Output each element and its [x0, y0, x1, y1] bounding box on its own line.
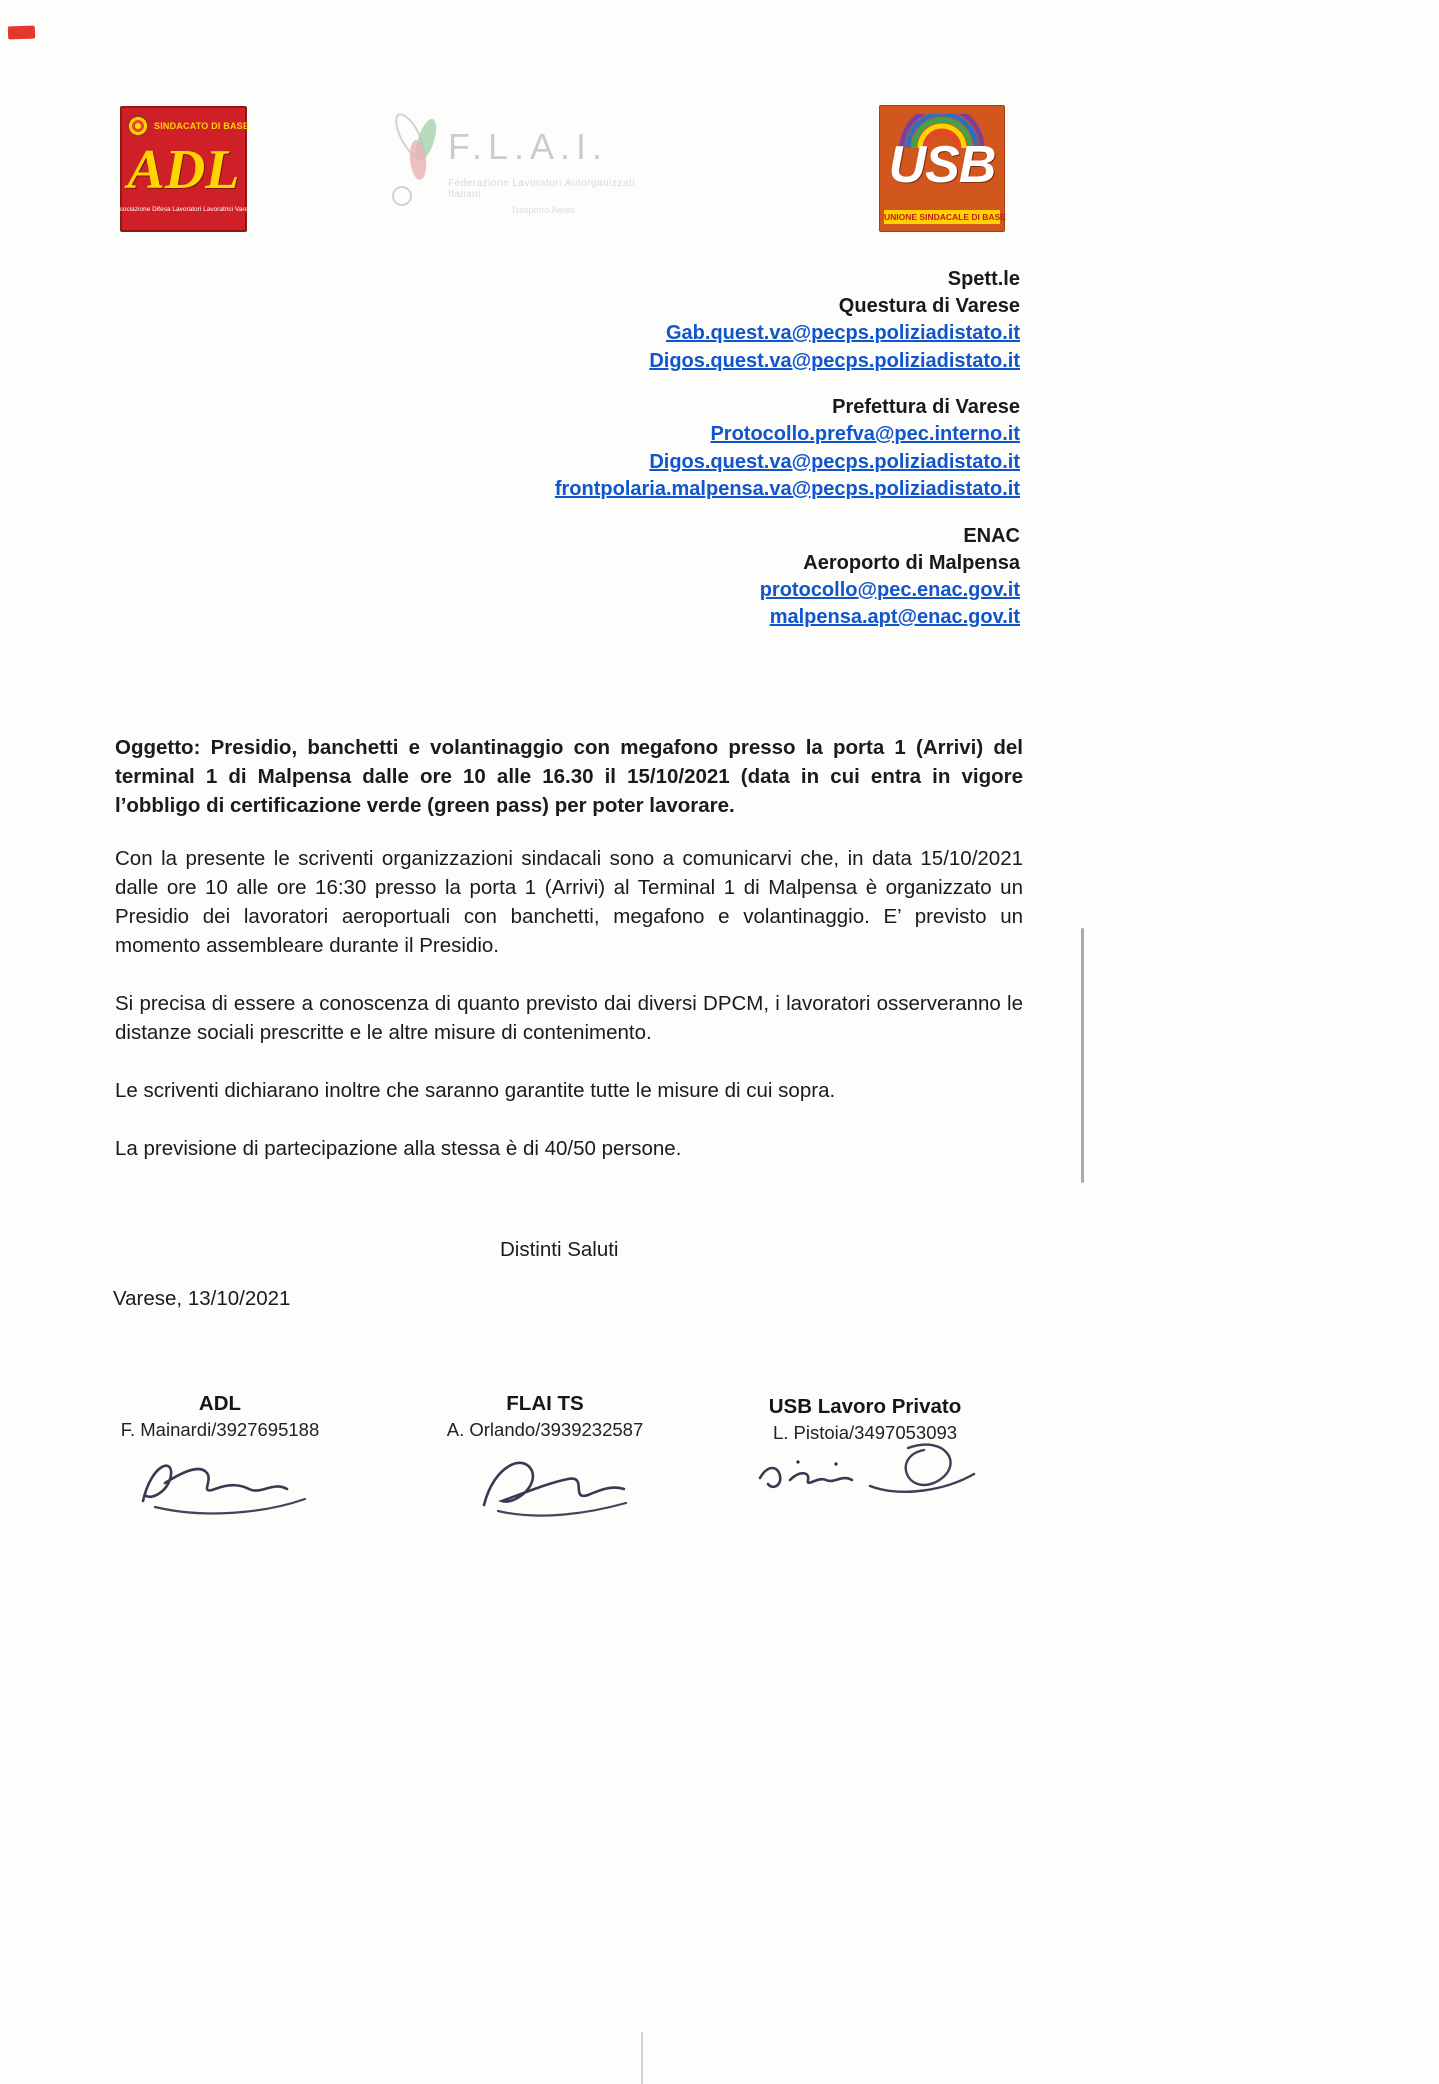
usb-logo-text: USB: [888, 136, 996, 194]
adl-swirl-icon: [126, 114, 150, 138]
usb-logo: [879, 105, 1005, 232]
scan-artifact-vertical-line: [1081, 928, 1084, 1183]
signature-org: USB Lavoro Privato: [768, 1395, 962, 1418]
paragraph: Si precisa di essere a conoscenza di quanto previsto dai diversi DPCM, i lavoratori osserveranno le distanze sociali prescritte e le altre misure di contenimento.: [115, 992, 1023, 1044]
scan-artifact-red-mark: [8, 26, 35, 40]
email-link[interactable]: Gab.quest.va@pecps.poliziadistato.it: [665, 322, 1020, 344]
recipient-salutation: Spett.le: [947, 268, 1020, 290]
signature-person: L. Pistoia/3497053093: [772, 1422, 958, 1443]
place-date: Varese, 13/10/2021: [113, 1287, 291, 1310]
signature-org: FLAI TS: [506, 1392, 584, 1415]
flai-text-block: [448, 108, 638, 215]
adl-logo-header: [126, 114, 250, 138]
signature-block-adl: [105, 1392, 335, 1528]
usb-band-text: UNIONE SINDACALE DI BASE: [884, 212, 1006, 222]
recipient-title: Questura di Varese: [838, 295, 1020, 317]
flai-subtitle-1: Federazione Lavoratori Autorganizzati Italiani: [448, 178, 635, 200]
signature-block-usb: [735, 1395, 995, 1513]
recipient-group-questura: [380, 266, 1020, 375]
adl-logo-text: ADL: [127, 139, 240, 201]
recipient-block: [380, 266, 1020, 651]
recipient-title: Prefettura di Varese: [832, 396, 1020, 418]
email-link[interactable]: Digos.quest.va@pecps.poliziadistato.it: [649, 349, 1020, 372]
email-link[interactable]: malpensa.apt@enac.gov.it: [769, 606, 1020, 628]
signature-person: A. Orlando/3939232587: [446, 1419, 644, 1440]
adl-caption-text: Associazione Difesa Lavoratori Lavoratrici Varese: [112, 206, 255, 213]
handwritten-signature-adl: [115, 1443, 325, 1528]
scan-artifact-bottom-line: [641, 2032, 643, 2084]
paragraph: Con la presente le scriventi organizzazioni sindacali sono a comunicarvi che, in data 15/10/2021 dalle ore 10 alle ore 16:30 presso la porta 1 (Arrivi) al Terminal 1 di Malpensa è organizzato un Presidio dei lavoratori aeroportuali con banchetti, megafono e volantinaggio. E’ previsto un momento assembleare durante il Presidio.: [115, 847, 1023, 957]
signature-block-flai: [430, 1392, 660, 1528]
recipient-title: Aeroporto di Malpensa: [803, 551, 1020, 574]
signature-person: F. Mainardi/3927695188: [120, 1419, 320, 1440]
signature-org: ADL: [198, 1392, 242, 1415]
email-link[interactable]: Digos.quest.va@pecps.poliziadistato.it: [649, 450, 1020, 473]
flai-logo: [388, 108, 638, 226]
flai-subtitle-2: Trasporto Aereo: [510, 205, 576, 215]
recipient-title: ENAC: [963, 524, 1020, 547]
email-link[interactable]: Protocollo.prefva@pec.interno.it: [710, 423, 1020, 445]
flai-leaves-icon: [388, 108, 448, 218]
adl-logo: [112, 106, 255, 232]
paragraph: Le scriventi dichiarano inoltre che saranno garantite tutte le misure di cui sopra.: [115, 1079, 836, 1102]
flai-logo-text: F.L.A.I.: [448, 126, 609, 167]
email-link[interactable]: protocollo@pec.enac.gov.it: [759, 578, 1020, 601]
email-link[interactable]: frontpolaria.malpensa.va@pecps.poliziadistato.it: [554, 478, 1020, 500]
recipient-group-prefettura: [380, 394, 1020, 504]
letter-body: [115, 733, 1023, 1192]
subject-line: Oggetto: Presidio, banchetti e volantinaggio con megafono presso la porta 1 (Arrivi) del terminal 1 di Malpensa dalle ore 10 alle 16.30 il 15/10/2021 (data in cui entra in vigore l’obbligo di certificazione verde (green pass) per poter lavorare.: [115, 736, 1023, 817]
closing-salutation: Distinti Saluti: [500, 1238, 619, 1261]
handwritten-signature-flai: [440, 1443, 650, 1528]
adl-band-text: SINDACATO DI BASE: [154, 121, 250, 131]
paragraph: La previsione di partecipazione alla stessa è di 40/50 persone.: [115, 1137, 682, 1160]
recipient-group-enac: [380, 523, 1020, 632]
